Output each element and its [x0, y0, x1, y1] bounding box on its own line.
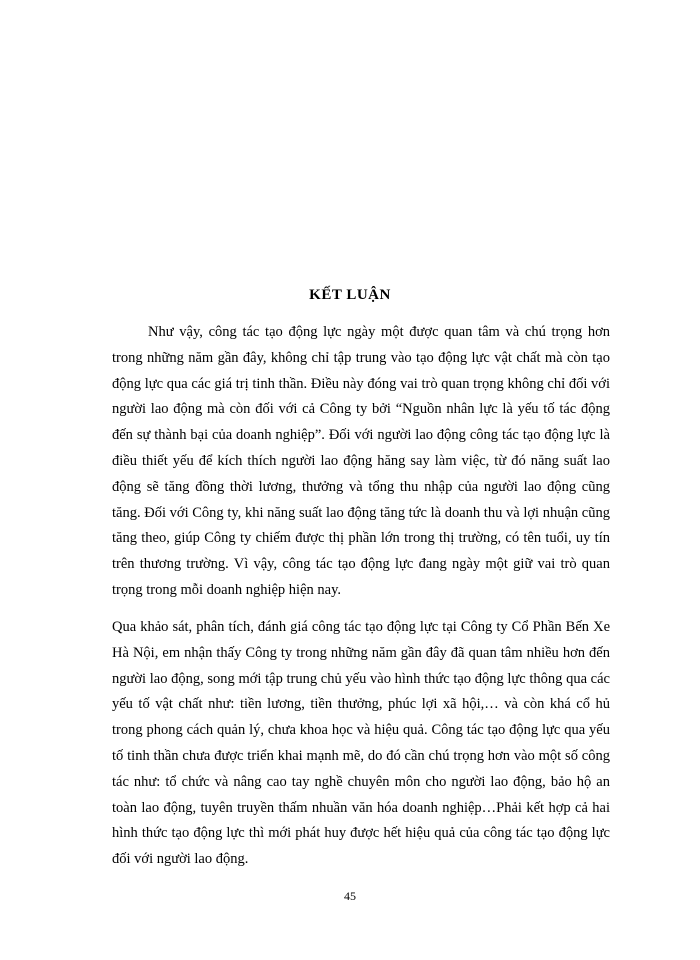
page-title: KẾT LUẬN — [309, 287, 391, 303]
page-number: 45 — [344, 889, 356, 903]
paragraph-conclusion-1: Như vậy, công tác tạo động lực ngày một được quan tâm và chú trọng hơn trong những năm gần đây, không chỉ tập trung vào tạo động lực vật chất mà còn tạo động lực qua các giá trị tinh thần. Điều này đóng vai trò quan trọng không chỉ đối với người lao động mà còn đối với cả Công ty bởi “Nguồn nhân lực là yếu tố tác động đến sự thành bại của doanh nghiệp”. Đối với người lao động công tác tạo động lực là điều thiết yếu để kích thích người lao động hăng say làm việc, từ đó năng suất lao động sẽ tăng đồng thời lương, thưởng và tổng thu nhập của người lao động cũng tăng. Đối với Công ty, khi năng suất lao động tăng tức là doanh thu và lợi nhuận cũng tăng theo, giúp Công ty chiếm được thị phần lớn trong thị trường, có tên tuổi, uy tín trên thương trường. Vì vậy, công tác tạo động lực đang ngày một giữ vai trò quan trọng trong mỗi doanh nghiệp hiện nay. — [112, 324, 610, 598]
paragraph-conclusion-2: Qua khảo sát, phân tích, đánh giá công tác tạo động lực tại Công ty Cổ Phần Bến Xe Hà Nội, em nhận thấy Công ty trong những năm gần đây đã quan tâm nhiều hơn đến người lao động, song mới tập trung chủ yếu vào hình thức tạo động lực thông qua các yếu tố vật chất như: tiền lương, tiền thưởng, phúc lợi xã hội,… và còn khá cổ hủ trong phong cách quản lý, chưa khoa học và hiệu quả. Công tác tạo động lực qua yếu tố tinh thần chưa được triển khai mạnh mẽ, do đó cần chú trọng hơn vào một số công tác như: tổ chức và nâng cao tay nghề chuyên môn cho người lao động, bảo hộ an toàn lao động, tuyên truyền thấm nhuần văn hóa doanh nghiệp…Phải kết hợp cả hai hình thức tạo động lực thì mới phát huy được hết hiệu quả của công tác tạo động lực đối với người lao động. — [112, 619, 610, 868]
